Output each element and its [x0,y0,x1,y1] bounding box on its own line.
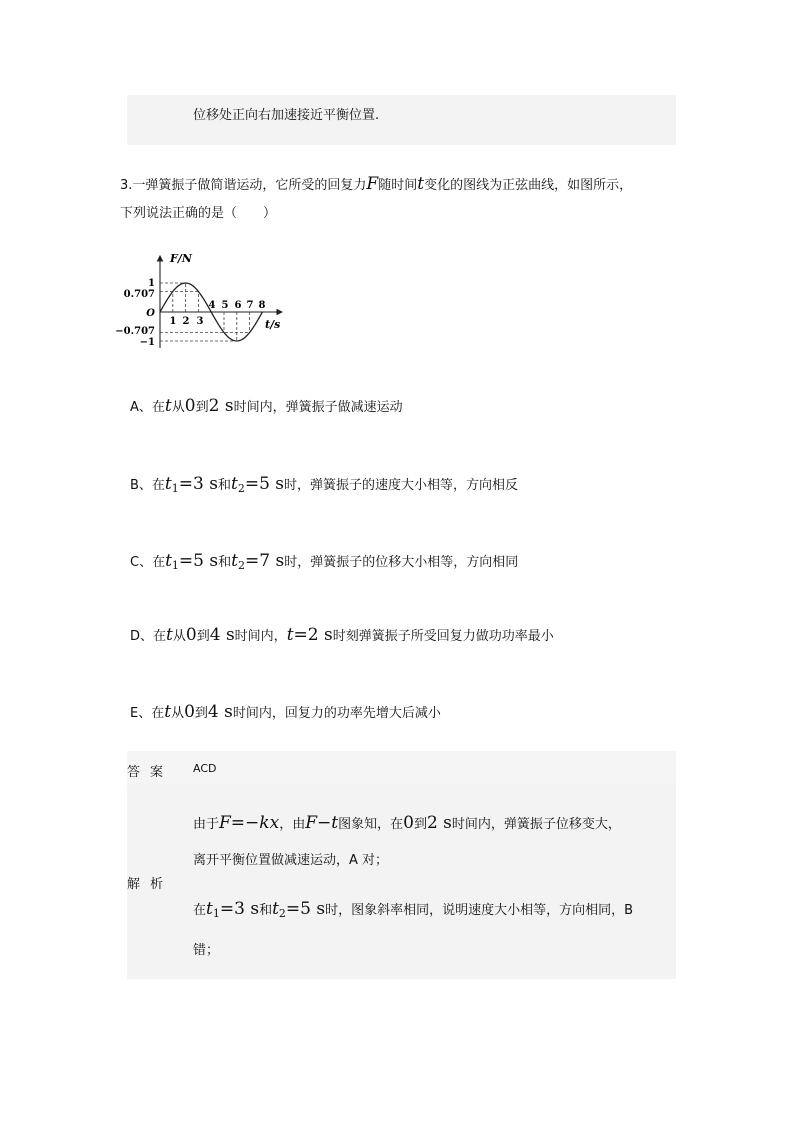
x-tick-8: 8 [258,300,266,311]
x-tick-7: 7 [246,300,254,311]
option-b-eq1: =3 s [178,474,218,494]
force-time-graph [115,250,292,360]
option-b-t1: t [164,474,172,494]
option-e-text: 时间内，回复力的功率先增大后减小 [232,706,441,721]
exp3-t2: t [272,899,279,919]
option-c-eq1: =5 s [178,551,219,571]
exp1-e: 时间内，弹簧振子位移变大， [451,817,621,832]
option-d-text-a: 时间内， [234,629,287,644]
exp3-eq1: =3 s [219,899,260,919]
x-tick-2: 2 [182,316,190,327]
option-d-var-t2: t [286,625,294,645]
question-text-a: 3.一弹簧振子做简谐运动，它所受的回复力 [120,178,367,193]
origin-label: O [146,308,155,319]
option-c [130,551,518,572]
previous-explanation-box [127,95,676,145]
exp1-formula: F=−kx [219,813,280,833]
option-b-prefix: B、在 [130,478,165,493]
option-c-t1: t [165,551,172,571]
y-tick-neg0707: −0.707 [115,326,155,337]
option-e-from: 从 [171,706,185,721]
answer-label: 答案 [127,765,174,780]
option-a-from: 从 [171,400,185,415]
option-a-to: 到 [195,400,209,415]
option-c-sub2: 2 [237,559,245,572]
y-tick-0707: 0.707 [123,289,155,300]
option-b [130,474,518,495]
explanation-line-2: 离开平衡位置做减速运动，A 对； [193,853,389,868]
option-e [130,702,441,722]
y-axis-label: F/N [170,252,192,265]
explanation-line-4: 错； [193,943,220,958]
question-stem [120,170,680,228]
answer-explanation-box [127,751,676,979]
y-tick-neg1: −1 [139,337,155,348]
exp3-eq2: =5 s [285,899,326,919]
exp3-t1: t [206,899,213,919]
question-line-1 [120,170,680,200]
y-tick-1: 1 [148,278,155,289]
option-b-text: 时，弹簧振子的速度大小相等，方向相反 [284,478,519,493]
previous-explanation-text: 位移处正向右加速接近平衡位置. [193,108,380,123]
option-c-and: 和 [218,555,232,570]
option-b-sub2: 2 [237,482,245,495]
x-tick-1: 1 [169,316,177,327]
option-b-eq2: =5 s [244,474,285,494]
option-d-to: 到 [196,629,210,644]
option-a-var-t: t [164,396,172,416]
exp3-and: 和 [259,903,273,918]
exp3-sub1: 1 [212,907,220,920]
option-b-and: 和 [217,478,231,493]
option-e-to: 到 [194,706,208,721]
option-d-text-b: 时刻弹簧振子所受回复力做功功率最小 [332,629,554,644]
exp3-sub2: 2 [278,907,286,920]
x-tick-5: 5 [221,300,229,311]
option-e-prefix: E、在 [130,706,165,721]
option-c-sub1: 1 [171,559,179,572]
exp1-zero: 0 [403,813,414,833]
exp1-ft: F−t [305,813,339,833]
x-axis-label: t/s [265,318,281,331]
option-a-text: 时间内，弹簧振子做减速运动 [233,400,403,415]
exp3-c: 时，图象斜率相同，说明速度大小相等，方向相同，B [325,903,634,918]
exp3-a: 在 [193,903,207,918]
option-a-prefix: A、在 [130,400,165,415]
question-text-c: 变化的图线为正弦曲线，如图所示， [424,178,633,193]
option-d-2s: =2 s [293,625,333,645]
option-e-4s: 4 s [207,702,233,722]
option-b-t2: t [230,474,238,494]
answer-row [127,751,676,785]
option-a-zero: 0 [184,396,196,416]
option-d-var-t: t [166,625,173,645]
x-tick-3: 3 [196,316,204,327]
question-line-2: 下列说法正确的是（ ） [120,206,277,221]
explanation-line-1 [193,813,621,833]
option-e-zero: 0 [184,702,195,722]
option-c-text: 时，弹簧振子的位移大小相等，方向相同 [284,555,519,570]
question-text-b: 随时间 [378,178,418,193]
x-tick-4: 4 [208,300,216,311]
option-a-2s: 2 s [208,396,234,416]
option-b-sub1: 1 [171,482,179,495]
exp1-b: ，由 [279,817,306,832]
explanation-label: 解析 [127,877,174,892]
var-F: F [366,174,379,194]
option-d-4s: 4 s [209,625,235,645]
option-c-t2: t [231,551,238,571]
option-c-eq2: =7 s [244,551,285,571]
exp1-2s: 2 s [426,813,452,833]
option-d-zero: 0 [185,625,197,645]
var-t: t [417,174,425,194]
option-a [130,396,403,416]
exp1-a: 由于 [193,817,220,832]
option-c-prefix: C、在 [130,555,166,570]
option-d-from: 从 [172,629,186,644]
exp1-d: 到 [413,817,427,832]
exp1-c: 图象知，在 [338,817,404,832]
option-e-var-t: t [164,702,172,722]
option-d-prefix: D、在 [130,629,167,644]
x-tick-6: 6 [234,300,242,311]
answer-value: ACD [193,762,217,775]
option-d [130,625,554,645]
explanation-line-3 [193,899,633,920]
